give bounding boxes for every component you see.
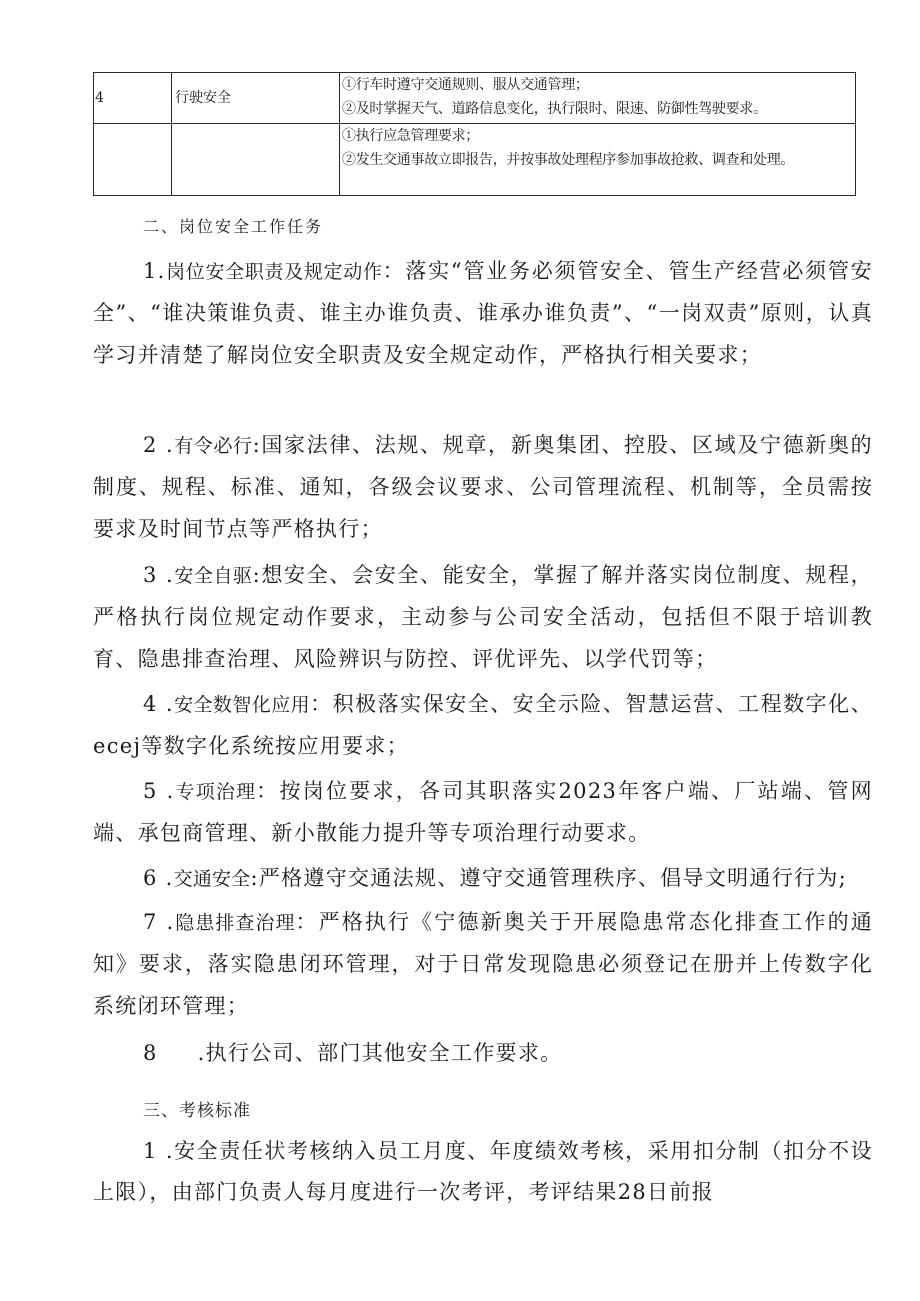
requirements-cell: [340, 124, 856, 196]
item-separator: ：: [310, 692, 333, 716]
item-keyword: 安全自驱: [173, 565, 253, 587]
item-text: 想安全、会安全、能安全，掌握了解并落实岗位制度、规程，严格执行岗位规定动作要求，主动参与公司安全活动，包括但不限于培训教育、隐患排查治理、风险辨识与防控、评优评先、以学代罚等；: [93, 563, 873, 671]
item-separator: ：: [295, 910, 319, 934]
item-keyword: 专项治理: [174, 781, 257, 803]
assessment-item: [93, 1131, 873, 1214]
item-name: 行驶安全: [175, 90, 231, 106]
item-number: 4 .: [143, 692, 174, 716]
item-cell: [172, 73, 340, 124]
task-item: [93, 425, 873, 550]
item-keyword: 隐患排查治理: [174, 912, 296, 934]
item-separator: ：: [256, 779, 280, 803]
item-number: 8: [143, 1041, 158, 1065]
item-separator: ：: [382, 259, 406, 283]
item-separator: :: [252, 433, 262, 457]
item-keyword: 有令必行: [173, 435, 253, 457]
table-row: [94, 73, 856, 124]
requirement-line: ①行车时遵守交通规则、服从交通管理；: [342, 77, 589, 93]
row-number: 4: [95, 90, 104, 106]
row-number-cell: [94, 124, 172, 196]
requirement-line: ②发生交通事故立即报告，并按事故处理程序参加事故抢救、调查和处理。: [342, 152, 795, 168]
requirement-line: ①执行应急管理要求；: [342, 128, 479, 144]
item-separator: :: [252, 563, 262, 587]
item-text: 1 .安全责任状考核纳入员工月度、年度绩效考核，采用扣分制（扣分不设上限），由部门负责人每月度进行一次考评，考评结果28日前报: [93, 1139, 873, 1205]
item-text: 积极落实保安全、安全示险、智慧运营、工程数字化、ecej等数字化系统按应用要求；: [93, 692, 873, 759]
task-item: [93, 1033, 873, 1074]
item-number: 7 .: [143, 910, 175, 934]
requirements-table: [93, 72, 856, 196]
task-item: [93, 902, 873, 1027]
item-text: 按岗位要求，各司其职落实2023年客户端、厂站端、管网端、承包商管理、新小散能力提升等专项治理行动要求。: [93, 779, 873, 846]
item-number: 6 .: [143, 866, 174, 890]
section-heading: 二、岗位安全工作任务: [143, 217, 324, 236]
item-separator: :: [250, 866, 259, 890]
item-keyword: 安全数智化应用: [173, 694, 311, 716]
row-number-cell: [94, 73, 172, 124]
item-cell: [172, 124, 340, 196]
requirements-cell: [340, 73, 856, 124]
item-text: 国家法律、法规、规章，新奥集团、控股、区域及宁德新奥的制度、规程、标准、通知，各级会议要求、公司管理流程、机制等，全员需按要求及时间节点等严格执行；: [93, 433, 873, 541]
item-number: 2 .: [143, 433, 174, 457]
item-text: 严格执行《宁德新奥关于开展隐患常态化排查工作的通知》要求，落实隐患闭环管理，对于日常发现隐患必须登记在册并上传数字化系统闭环管理；: [93, 910, 873, 1018]
item-keyword: 交通安全: [173, 868, 251, 890]
item-number: 3 .: [143, 563, 174, 587]
task-item: [93, 251, 873, 376]
requirement-line: ②及时掌握天气、道路信息变化，执行限时、限速、防御性驾驶要求。: [342, 101, 767, 117]
table-row: [94, 124, 856, 196]
item-text: .执行公司、部门其他安全工作要求。: [197, 1041, 563, 1065]
task-item: [93, 771, 873, 855]
task-item: [93, 858, 873, 900]
item-text: 落实“管业务必须管安全、管生产经营必须管安全”、“谁决策谁负责、谁主办谁负责、谁承办谁负责”、“一岗双责”原则，认真学习并清楚了解岗位安全职责及安全规定动作，严格执行相关要求；: [93, 259, 873, 367]
section-heading: 三、考核标准: [143, 1101, 251, 1121]
item-keyword: 岗位安全职责及规定动作: [165, 261, 383, 283]
item-text: 严格遵守交通法规、遵守交通管理秩序、倡导文明通行行为;: [258, 866, 848, 890]
task-item: [93, 555, 873, 680]
task-item: [93, 684, 873, 768]
item-number: 1.: [143, 259, 166, 283]
item-number: 5 .: [143, 779, 175, 803]
